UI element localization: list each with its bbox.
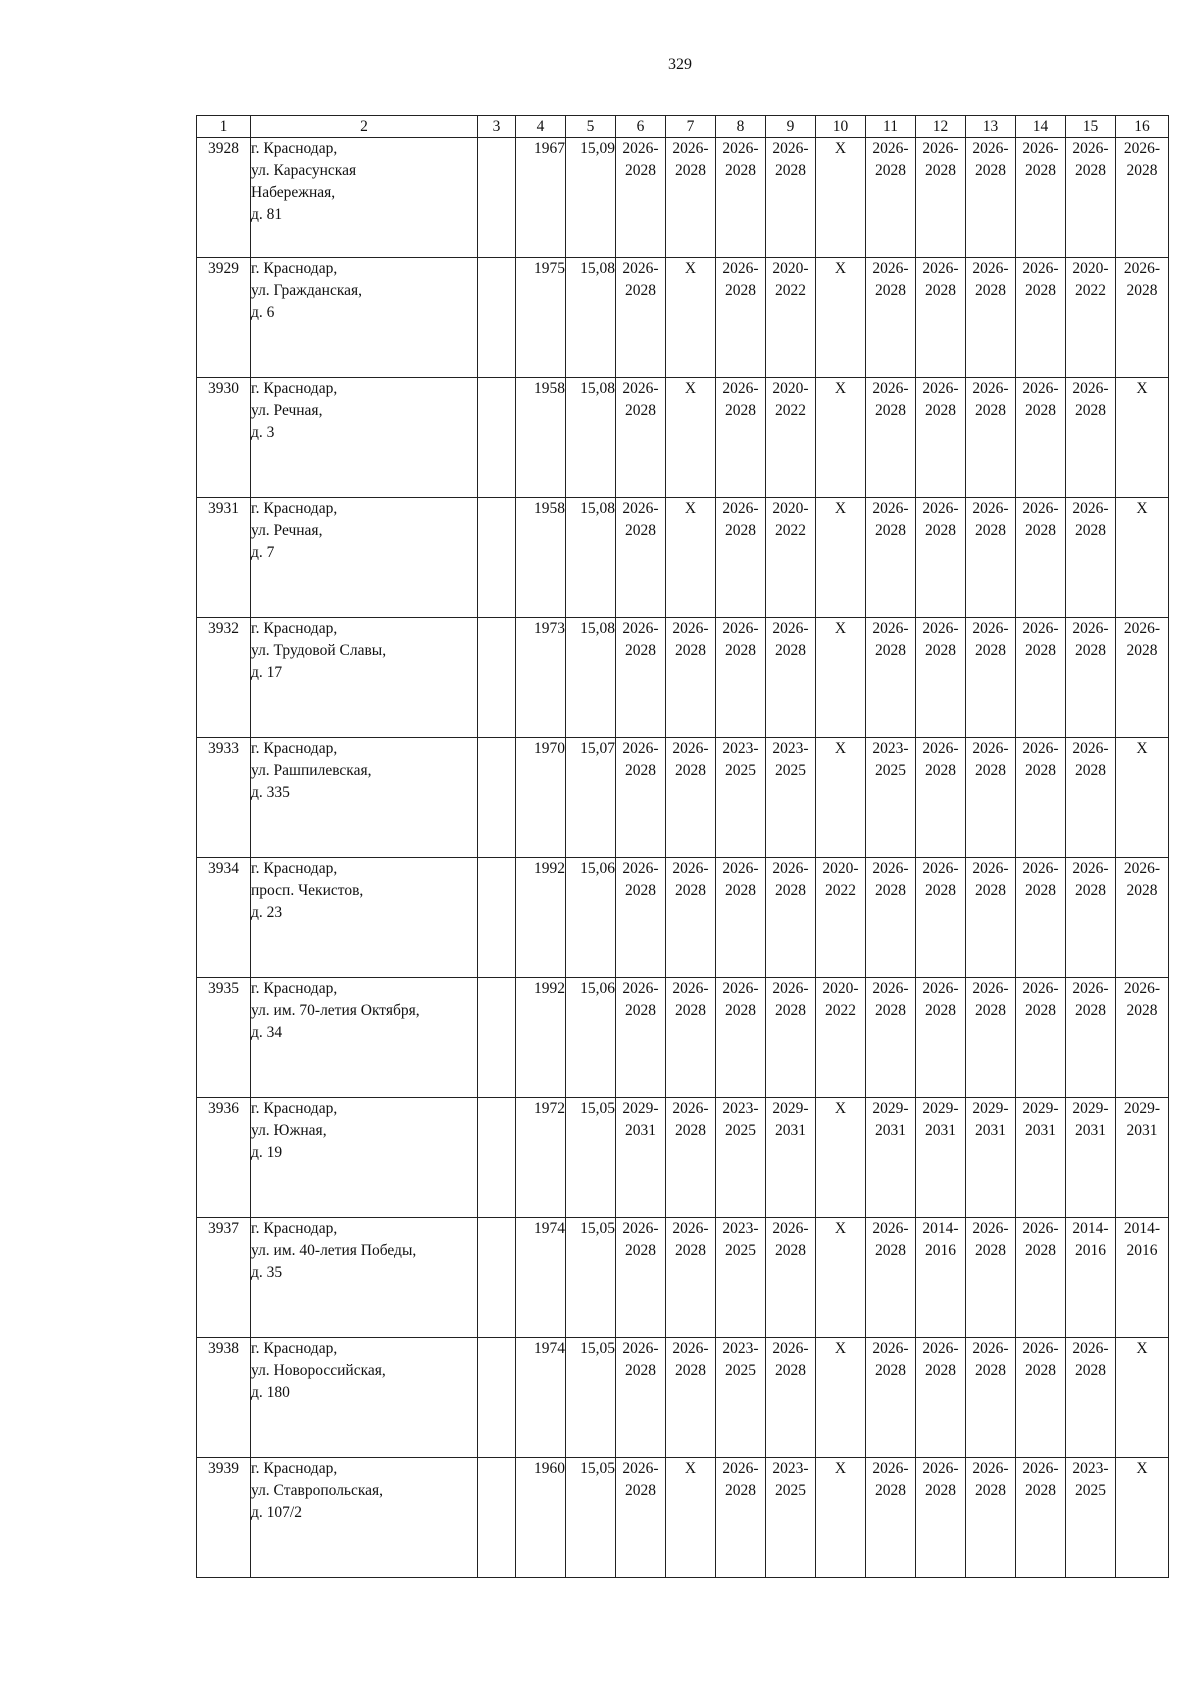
period-cell-col-7: 2026- 2028 (666, 1098, 716, 1218)
year-built-cell: 1960 (516, 1458, 566, 1578)
period-cell-col-15: 2020- 2022 (1066, 258, 1116, 378)
period-cell-col-10: 2020- 2022 (816, 978, 866, 1098)
period-cell-col-15: 2029- 2031 (1066, 1098, 1116, 1218)
period-cell-col-8: 2023- 2025 (716, 738, 766, 858)
period-cell-col-13: 2026- 2028 (966, 258, 1016, 378)
address-line: г. Краснодар, (251, 380, 338, 397)
period-cell-col-6: 2026- 2028 (616, 378, 666, 498)
period-cell-col-14: 2026- 2028 (1016, 1338, 1066, 1458)
column-3-cell (478, 1338, 516, 1458)
period-cell-col-6: 2026- 2028 (616, 1218, 666, 1338)
housing-registry-table (196, 115, 1169, 1578)
period-cell-col-12: 2026- 2028 (916, 858, 966, 978)
table-row (197, 258, 1169, 378)
period-cell-col-14: 2026- 2028 (1016, 498, 1066, 618)
address-line: г. Краснодар, (251, 1100, 338, 1117)
column-3-cell (478, 618, 516, 738)
column-3-cell (478, 858, 516, 978)
period-cell-col-14: 2026- 2028 (1016, 978, 1066, 1098)
row-number: 3930 (197, 378, 251, 498)
column-3-cell (478, 1098, 516, 1218)
row-number: 3933 (197, 738, 251, 858)
year-built-cell: 1958 (516, 378, 566, 498)
period-cell-col-14: 2026- 2028 (1016, 1218, 1066, 1338)
period-cell-col-6: 2026- 2028 (616, 738, 666, 858)
column-header-8: 8 (716, 116, 766, 138)
period-cell-col-12: 2026- 2028 (916, 738, 966, 858)
row-number: 3931 (197, 498, 251, 618)
rate-cell: 15,05 (566, 1338, 616, 1458)
column-header-7: 7 (666, 116, 716, 138)
period-cell-col-12: 2026- 2028 (916, 498, 966, 618)
period-cell-col-10: X (816, 378, 866, 498)
period-cell-col-11: 2026- 2028 (866, 858, 916, 978)
address-line: д. 335 (251, 784, 290, 801)
column-header-5: 5 (566, 116, 616, 138)
period-cell-col-13: 2029- 2031 (966, 1098, 1016, 1218)
address-line: г. Краснодар, (251, 1220, 338, 1237)
rate-cell: 15,07 (566, 738, 616, 858)
address-line: просп. Чекистов, (251, 882, 364, 899)
period-cell-col-7: 2026- 2028 (666, 1218, 716, 1338)
period-cell-col-11: 2026- 2028 (866, 1458, 916, 1578)
period-cell-col-9: 2023- 2025 (766, 1458, 816, 1578)
address-line: д. 107/2 (251, 1504, 302, 1521)
period-cell-col-16: 2026- 2028 (1116, 138, 1169, 258)
period-cell-col-11: 2026- 2028 (866, 498, 916, 618)
address-line: д. 19 (251, 1144, 283, 1161)
period-cell-col-16: 2026- 2028 (1116, 978, 1169, 1098)
table-row (197, 858, 1169, 978)
period-cell-col-15: 2023- 2025 (1066, 1458, 1116, 1578)
column-header-11: 11 (866, 116, 916, 138)
year-built-cell: 1992 (516, 858, 566, 978)
period-cell-col-7: X (666, 378, 716, 498)
address-line: д. 6 (251, 304, 275, 321)
address-line: д. 7 (251, 544, 275, 561)
address-line: ул. Новороссийская, (251, 1362, 386, 1379)
table-row (197, 378, 1169, 498)
table-row (197, 1338, 1169, 1458)
period-cell-col-6: 2026- 2028 (616, 1338, 666, 1458)
period-cell-col-11: 2026- 2028 (866, 138, 916, 258)
address-cell (251, 978, 478, 1098)
period-cell-col-15: 2026- 2028 (1066, 1338, 1116, 1458)
rate-cell: 15,08 (566, 258, 616, 378)
period-cell-col-14: 2026- 2028 (1016, 1458, 1066, 1578)
period-cell-col-15: 2014- 2016 (1066, 1218, 1116, 1338)
period-cell-col-7: X (666, 498, 716, 618)
period-cell-col-16: 2029- 2031 (1116, 1098, 1169, 1218)
period-cell-col-8: 2026- 2028 (716, 138, 766, 258)
address-line: ул. Речная, (251, 402, 323, 419)
address-cell (251, 738, 478, 858)
rate-cell: 15,05 (566, 1458, 616, 1578)
period-cell-col-14: 2026- 2028 (1016, 738, 1066, 858)
period-cell-col-9: 2026- 2028 (766, 1338, 816, 1458)
page-number: 329 (668, 56, 692, 73)
column-3-cell (478, 1218, 516, 1338)
address-cell (251, 258, 478, 378)
period-cell-col-12: 2026- 2028 (916, 258, 966, 378)
table-row (197, 138, 1169, 258)
period-cell-col-15: 2026- 2028 (1066, 738, 1116, 858)
period-cell-col-12: 2014- 2016 (916, 1218, 966, 1338)
period-cell-col-12: 2026- 2028 (916, 978, 966, 1098)
period-cell-col-16: X (1116, 498, 1169, 618)
period-cell-col-8: 2026- 2028 (716, 498, 766, 618)
address-cell (251, 138, 478, 258)
period-cell-col-9: 2020- 2022 (766, 378, 816, 498)
period-cell-col-12: 2026- 2028 (916, 618, 966, 738)
column-3-cell (478, 138, 516, 258)
address-cell (251, 1098, 478, 1218)
period-cell-col-15: 2026- 2028 (1066, 978, 1116, 1098)
period-cell-col-10: X (816, 1338, 866, 1458)
column-header-15: 15 (1066, 116, 1116, 138)
row-number: 3934 (197, 858, 251, 978)
address-line: г. Краснодар, (251, 860, 338, 877)
address-line: ул. Речная, (251, 522, 323, 539)
period-cell-col-8: 2023- 2025 (716, 1338, 766, 1458)
column-3-cell (478, 498, 516, 618)
period-cell-col-10: X (816, 138, 866, 258)
period-cell-col-8: 2023- 2025 (716, 1098, 766, 1218)
table-row (197, 738, 1169, 858)
year-built-cell: 1974 (516, 1218, 566, 1338)
period-cell-col-13: 2026- 2028 (966, 1458, 1016, 1578)
rate-cell: 15,08 (566, 498, 616, 618)
period-cell-col-13: 2026- 2028 (966, 1218, 1016, 1338)
rate-cell: 15,05 (566, 1098, 616, 1218)
column-header-12: 12 (916, 116, 966, 138)
period-cell-col-13: 2026- 2028 (966, 978, 1016, 1098)
period-cell-col-6: 2026- 2028 (616, 138, 666, 258)
row-number: 3936 (197, 1098, 251, 1218)
table-row (197, 498, 1169, 618)
address-cell (251, 1458, 478, 1578)
period-cell-col-16: X (1116, 738, 1169, 858)
address-line: д. 23 (251, 904, 283, 921)
year-built-cell: 1974 (516, 1338, 566, 1458)
address-line: ул. Трудовой Славы, (251, 642, 387, 659)
period-cell-col-14: 2026- 2028 (1016, 618, 1066, 738)
column-3-cell (478, 1458, 516, 1578)
table-row (197, 978, 1169, 1098)
address-line: ул. Рашпилевская, (251, 762, 372, 779)
period-cell-col-10: X (816, 498, 866, 618)
address-line: ул. Гражданская, (251, 282, 362, 299)
row-number: 3935 (197, 978, 251, 1098)
table-row (197, 1458, 1169, 1578)
period-cell-col-16: 2014- 2016 (1116, 1218, 1169, 1338)
row-number: 3932 (197, 618, 251, 738)
rate-cell: 15,05 (566, 1218, 616, 1338)
column-header-4: 4 (516, 116, 566, 138)
period-cell-col-8: 2026- 2028 (716, 258, 766, 378)
period-cell-col-9: 2020- 2022 (766, 498, 816, 618)
column-header-3: 3 (478, 116, 516, 138)
period-cell-col-6: 2026- 2028 (616, 978, 666, 1098)
period-cell-col-11: 2029- 2031 (866, 1098, 916, 1218)
period-cell-col-15: 2026- 2028 (1066, 138, 1116, 258)
period-cell-col-9: 2026- 2028 (766, 858, 816, 978)
period-cell-col-12: 2026- 2028 (916, 1458, 966, 1578)
period-cell-col-10: X (816, 1098, 866, 1218)
period-cell-col-14: 2026- 2028 (1016, 858, 1066, 978)
period-cell-col-7: 2026- 2028 (666, 618, 716, 738)
period-cell-col-11: 2026- 2028 (866, 618, 916, 738)
row-number: 3939 (197, 1458, 251, 1578)
period-cell-col-9: 2026- 2028 (766, 618, 816, 738)
address-cell (251, 378, 478, 498)
year-built-cell: 1972 (516, 1098, 566, 1218)
period-cell-col-13: 2026- 2028 (966, 1338, 1016, 1458)
period-cell-col-7: 2026- 2028 (666, 1338, 716, 1458)
period-cell-col-8: 2026- 2028 (716, 618, 766, 738)
period-cell-col-8: 2026- 2028 (716, 1458, 766, 1578)
address-line: Набережная, (251, 184, 336, 201)
column-3-cell (478, 978, 516, 1098)
period-cell-col-9: 2026- 2028 (766, 978, 816, 1098)
column-header-10: 10 (816, 116, 866, 138)
address-cell (251, 858, 478, 978)
rate-cell: 15,09 (566, 138, 616, 258)
period-cell-col-12: 2026- 2028 (916, 138, 966, 258)
period-cell-col-13: 2026- 2028 (966, 498, 1016, 618)
address-line: ул. Карасунская (251, 162, 357, 179)
address-line: г. Краснодар, (251, 500, 338, 517)
period-cell-col-9: 2026- 2028 (766, 1218, 816, 1338)
period-cell-col-10: X (816, 1458, 866, 1578)
period-cell-col-6: 2026- 2028 (616, 858, 666, 978)
row-number: 3937 (197, 1218, 251, 1338)
address-line: д. 180 (251, 1384, 290, 1401)
year-built-cell: 1970 (516, 738, 566, 858)
period-cell-col-9: 2026- 2028 (766, 138, 816, 258)
rate-cell: 15,08 (566, 378, 616, 498)
address-cell (251, 618, 478, 738)
address-line: ул. Ставропольская, (251, 1482, 384, 1499)
period-cell-col-8: 2026- 2028 (716, 378, 766, 498)
address-line: г. Краснодар, (251, 140, 338, 157)
row-number: 3938 (197, 1338, 251, 1458)
period-cell-col-16: X (1116, 1338, 1169, 1458)
address-cell (251, 1218, 478, 1338)
period-cell-col-7: 2026- 2028 (666, 138, 716, 258)
year-built-cell: 1973 (516, 618, 566, 738)
period-cell-col-6: 2026- 2028 (616, 498, 666, 618)
period-cell-col-10: X (816, 1218, 866, 1338)
period-cell-col-15: 2026- 2028 (1066, 858, 1116, 978)
address-cell (251, 498, 478, 618)
period-cell-col-16: 2026- 2028 (1116, 258, 1169, 378)
period-cell-col-16: 2026- 2028 (1116, 618, 1169, 738)
period-cell-col-16: X (1116, 1458, 1169, 1578)
period-cell-col-11: 2026- 2028 (866, 978, 916, 1098)
period-cell-col-11: 2026- 2028 (866, 1218, 916, 1338)
column-header-13: 13 (966, 116, 1016, 138)
period-cell-col-13: 2026- 2028 (966, 738, 1016, 858)
address-line: д. 3 (251, 424, 275, 441)
period-cell-col-13: 2026- 2028 (966, 378, 1016, 498)
rate-cell: 15,06 (566, 858, 616, 978)
period-cell-col-10: X (816, 738, 866, 858)
period-cell-col-15: 2026- 2028 (1066, 618, 1116, 738)
period-cell-col-12: 2026- 2028 (916, 1338, 966, 1458)
period-cell-col-14: 2026- 2028 (1016, 138, 1066, 258)
address-line: д. 35 (251, 1264, 283, 1281)
rate-cell: 15,06 (566, 978, 616, 1098)
year-built-cell: 1992 (516, 978, 566, 1098)
period-cell-col-12: 2026- 2028 (916, 378, 966, 498)
period-cell-col-13: 2026- 2028 (966, 138, 1016, 258)
address-line: г. Краснодар, (251, 620, 338, 637)
address-cell (251, 1338, 478, 1458)
column-header-6: 6 (616, 116, 666, 138)
column-header-1: 1 (197, 116, 251, 138)
year-built-cell: 1975 (516, 258, 566, 378)
period-cell-col-6: 2026- 2028 (616, 618, 666, 738)
column-3-cell (478, 258, 516, 378)
period-cell-col-6: 2026- 2028 (616, 258, 666, 378)
period-cell-col-11: 2026- 2028 (866, 1338, 916, 1458)
row-number: 3928 (197, 138, 251, 258)
column-header-2: 2 (251, 116, 478, 138)
address-line: г. Краснодар, (251, 980, 338, 997)
column-number-row (197, 116, 1169, 138)
period-cell-col-16: 2026- 2028 (1116, 858, 1169, 978)
address-line: г. Краснодар, (251, 260, 338, 277)
address-line: д. 17 (251, 664, 283, 681)
address-line: д. 34 (251, 1024, 283, 1041)
period-cell-col-9: 2020- 2022 (766, 258, 816, 378)
period-cell-col-15: 2026- 2028 (1066, 498, 1116, 618)
address-line: г. Краснодар, (251, 1460, 338, 1477)
period-cell-col-8: 2026- 2028 (716, 978, 766, 1098)
period-cell-col-6: 2029- 2031 (616, 1098, 666, 1218)
column-header-9: 9 (766, 116, 816, 138)
address-line: ул. Южная, (251, 1122, 327, 1139)
period-cell-col-12: 2029- 2031 (916, 1098, 966, 1218)
period-cell-col-14: 2029- 2031 (1016, 1098, 1066, 1218)
period-cell-col-16: X (1116, 378, 1169, 498)
period-cell-col-7: X (666, 258, 716, 378)
period-cell-col-11: 2026- 2028 (866, 258, 916, 378)
year-built-cell: 1967 (516, 138, 566, 258)
period-cell-col-7: X (666, 1458, 716, 1578)
period-cell-col-8: 2026- 2028 (716, 858, 766, 978)
table-body (197, 138, 1169, 1578)
rate-cell: 15,08 (566, 618, 616, 738)
table-row (197, 1218, 1169, 1338)
column-header-16: 16 (1116, 116, 1169, 138)
period-cell-col-13: 2026- 2028 (966, 858, 1016, 978)
period-cell-col-10: X (816, 618, 866, 738)
period-cell-col-11: 2023- 2025 (866, 738, 916, 858)
address-line: ул. им. 40-летия Победы, (251, 1242, 417, 1259)
period-cell-col-7: 2026- 2028 (666, 978, 716, 1098)
address-line: г. Краснодар, (251, 740, 338, 757)
period-cell-col-7: 2026- 2028 (666, 738, 716, 858)
period-cell-col-8: 2023- 2025 (716, 1218, 766, 1338)
period-cell-col-10: 2020- 2022 (816, 858, 866, 978)
address-line: ул. им. 70-летия Октября, (251, 1002, 420, 1019)
period-cell-col-14: 2026- 2028 (1016, 378, 1066, 498)
row-number: 3929 (197, 258, 251, 378)
period-cell-col-13: 2026- 2028 (966, 618, 1016, 738)
period-cell-col-9: 2029- 2031 (766, 1098, 816, 1218)
period-cell-col-6: 2026- 2028 (616, 1458, 666, 1578)
column-3-cell (478, 738, 516, 858)
year-built-cell: 1958 (516, 498, 566, 618)
table-row (197, 1098, 1169, 1218)
period-cell-col-14: 2026- 2028 (1016, 258, 1066, 378)
period-cell-col-11: 2026- 2028 (866, 378, 916, 498)
address-line: г. Краснодар, (251, 1340, 338, 1357)
period-cell-col-15: 2026- 2028 (1066, 378, 1116, 498)
column-3-cell (478, 378, 516, 498)
column-header-14: 14 (1016, 116, 1066, 138)
table-row (197, 618, 1169, 738)
period-cell-col-7: 2026- 2028 (666, 858, 716, 978)
period-cell-col-10: X (816, 258, 866, 378)
period-cell-col-9: 2023- 2025 (766, 738, 816, 858)
address-line: д. 81 (251, 206, 283, 223)
